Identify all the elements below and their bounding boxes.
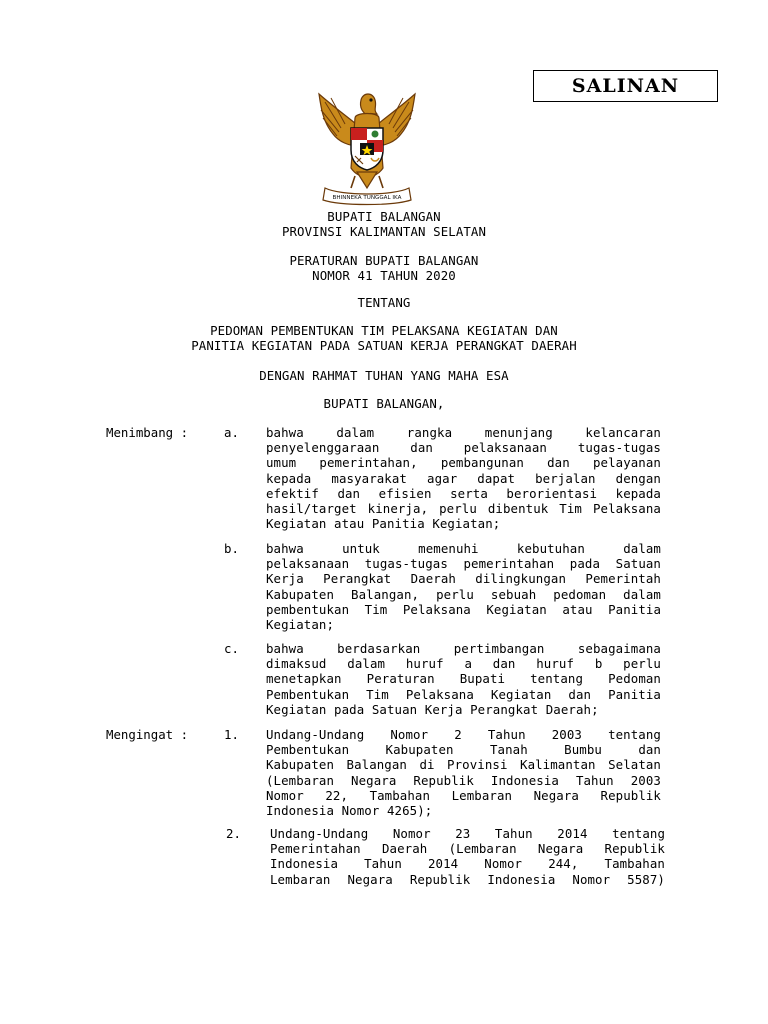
para-line: Pemerintahan Daerah (Lembaran Negara Republik (270, 841, 665, 857)
about-heading (0, 296, 768, 311)
emblem-motto: BHINNEKA TUNGGAL IKA (332, 195, 402, 201)
para-line: Pembentukan Kabupaten Tanah Bumbu dan (266, 742, 661, 758)
header-line9: BUPATI BALANGAN, (323, 396, 445, 411)
para-line: Kabupaten Balangan, perlu sebuah pedoman dalam (266, 586, 661, 602)
para-line: Kabupaten Balangan di Provinsi Kalimantan Selatan (266, 757, 661, 773)
para-line: Nomor 22, Tambahan Lembaran Negara Republik (266, 787, 661, 803)
header-line4: NOMOR 41 TAHUN 2020 (312, 267, 456, 283)
para-line: efektif dan efisien serta berorientasi kepada (266, 485, 661, 501)
menimbang-label: Menimbang : (106, 425, 189, 440)
para-line: pelaksanaan tugas-tugas pemerintahan pada Satuan (266, 556, 661, 572)
header-line3: PERATURAN BUPATI BALANGAN (289, 253, 479, 268)
item-marker: 2. (226, 826, 241, 841)
para-line: Undang-Undang Nomor 2 Tahun 2003 tentang (266, 727, 661, 742)
para-line: Undang-Undang Nomor 23 Tahun 2014 tentang (270, 826, 665, 841)
header-line7: PANITIA KEGIATAN PADA SATUAN KERJA PERANGKAT DAERAH (191, 337, 577, 353)
mengingat-item-2 (270, 826, 665, 887)
para-line: kepada masyarakat agar dapat berjalan dengan (266, 470, 661, 486)
invocation (0, 369, 768, 384)
salinan-stamp: SALINAN (533, 70, 718, 102)
item-marker: b. (224, 541, 239, 556)
item-marker: a. (224, 425, 239, 440)
para-line: hasil/target kinerja, perlu dibentuk Tim Pelaksana (266, 500, 661, 516)
issuer (0, 397, 768, 412)
header-line8: DENGAN RAHMAT TUHAN YANG MAHA ESA (259, 368, 509, 383)
para-line: bahwa untuk memenuhi kebutuhan dalam (266, 541, 661, 556)
header-line2: PROVINSI KALIMANTAN SELATAN (281, 223, 487, 239)
menimbang-item-c (266, 641, 661, 717)
menimbang-item-b (266, 541, 661, 632)
menimbang-item-a (266, 425, 661, 531)
header-line6: PEDOMAN PEMBENTUKAN TIM PELAKSANA KEGIATAN DAN (210, 323, 558, 338)
mengingat-item-1 (266, 727, 661, 818)
garuda-pancasila-emblem (311, 88, 423, 208)
regulation-title (0, 254, 768, 283)
item-marker: 1. (224, 727, 239, 742)
para-line: pembentukan Tim Pelaksana Kegiatan atau Panitia (266, 601, 661, 617)
para-line: Kegiatan pada Satuan Kerja Perangkat Daerah; (266, 701, 599, 717)
para-line: Kegiatan atau Panitia Kegiatan; (266, 516, 501, 532)
para-line: Indonesia Nomor 4265); (266, 802, 433, 818)
para-line: bahwa berdasarkan pertimbangan sebagaimana (266, 641, 661, 656)
mengingat-label: Mengingat : (106, 727, 189, 742)
para-line: penyelenggaraan dan pelaksanaan tugas-tugas (266, 440, 661, 456)
para-line: Indonesia Tahun 2014 Nomor 244, Tambahan (270, 856, 665, 872)
para-line: Lembaran Negara Republik Indonesia Nomor 5587) (270, 871, 665, 887)
para-line: Kegiatan; (266, 616, 335, 632)
para-line: (Lembaran Negara Republik Indonesia Tahun 2003 (266, 772, 661, 788)
regent-title (0, 210, 768, 239)
para-line: dimaksud dalam huruf a dan huruf b perlu (266, 656, 661, 672)
para-line: umum pemerintahan, pembangunan dan pelayanan (266, 455, 661, 471)
para-line: bahwa dalam rangka menunjang kelancaran (266, 425, 661, 440)
header-line5: TENTANG (357, 295, 411, 310)
header-line1: BUPATI BALANGAN (327, 209, 441, 224)
para-line: Pembentukan Tim Pelaksana Kegiatan dan Panitia (266, 686, 661, 702)
para-line: Kerja Perangkat Daerah dilingkungan Pemerintah (266, 571, 661, 587)
para-line: menetapkan Peraturan Bupati tentang Pedoman (266, 671, 661, 687)
regulation-subject (0, 324, 768, 353)
item-marker: c. (224, 641, 239, 656)
